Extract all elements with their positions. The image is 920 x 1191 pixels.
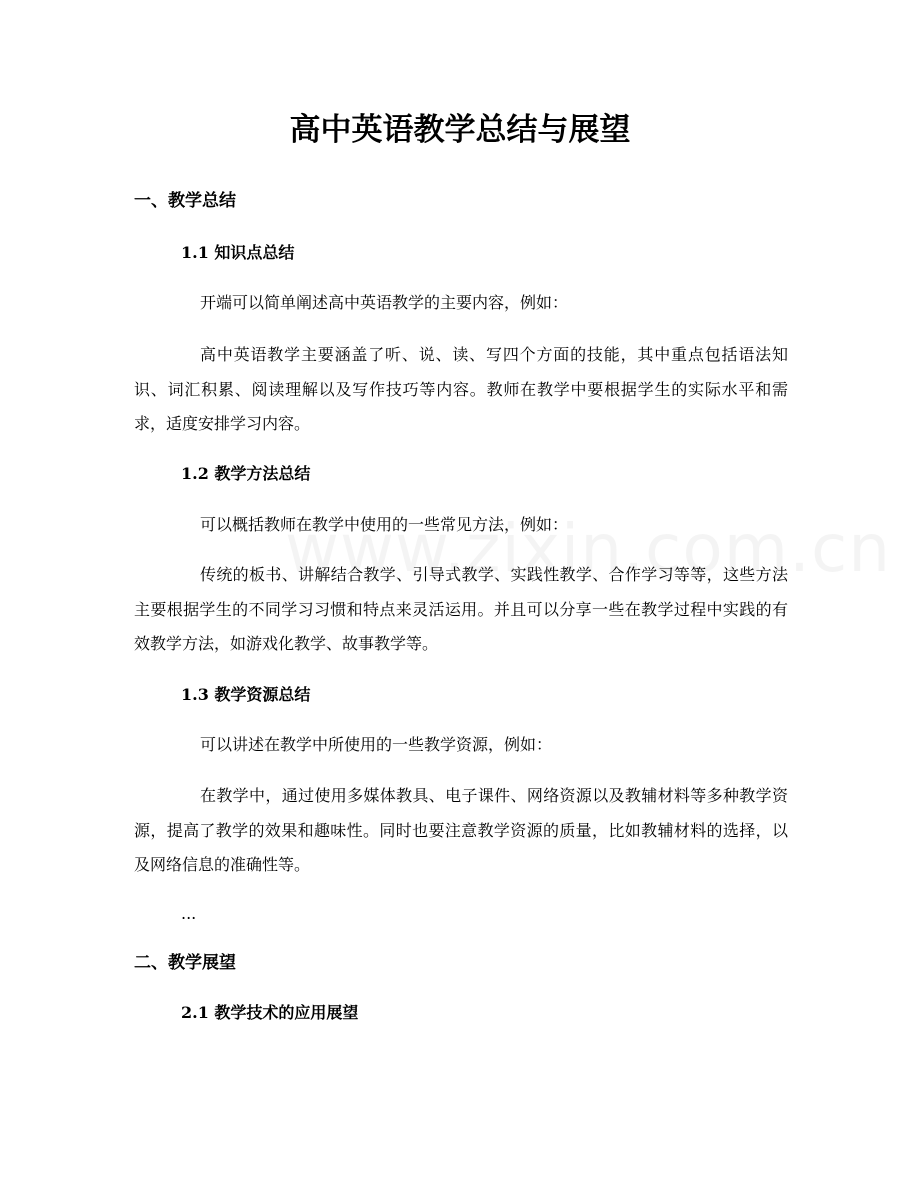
subsection-2-1-heading: 2.1 教学技术的应用展望 — [181, 1003, 359, 1022]
subsection-1-1-heading: 1.1 知识点总结 — [181, 243, 295, 262]
section-2-heading: 二、教学展望 — [134, 953, 236, 973]
ellipsis: ... — [181, 904, 197, 923]
subsection-1-3-heading: 1.3 教学资源总结 — [181, 685, 311, 704]
subsection-1-1-body: 高中英语教学主要涵盖了听、说、读、写四个方面的技能，其中重点包括语法知识、词汇积累、阅读理解以及写作技巧等内容。教师在教学中要根据学生的实际水平和需求，适度安排学习内容。 — [134, 345, 788, 433]
subsection-1-1-intro: 开端可以简单阐述高中英语教学的主要内容，例如： — [200, 293, 569, 312]
subsection-1-3-body: 在教学中，通过使用多媒体教具、电子课件、网络资源以及教辅材料等多种教学资源，提高了教学的效果和趣味性。同时也要注意教学资源的质量，比如教辅材料的选择，以及网络信息的准确性等。 — [134, 786, 788, 874]
subsection-1-2-intro: 可以概括教师在教学中使用的一些常见方法，例如： — [200, 515, 569, 534]
subsection-1-2-heading: 1.2 教学方法总结 — [181, 464, 311, 483]
subsection-1-2-body: 传统的板书、讲解结合教学、引导式教学、实践性教学、合作学习等等，这些方法主要根据学生的不同学习习惯和特点来灵活运用。并且可以分享一些在教学过程中实践的有效教学方法，如游戏化教学、故事教学等。 — [134, 565, 788, 653]
section-1-heading: 一、教学总结 — [134, 191, 236, 211]
subsection-1-3-intro: 可以讲述在教学中所使用的一些教学资源，例如： — [200, 735, 553, 754]
document-title: 高中英语教学总结与展望 — [289, 112, 631, 148]
